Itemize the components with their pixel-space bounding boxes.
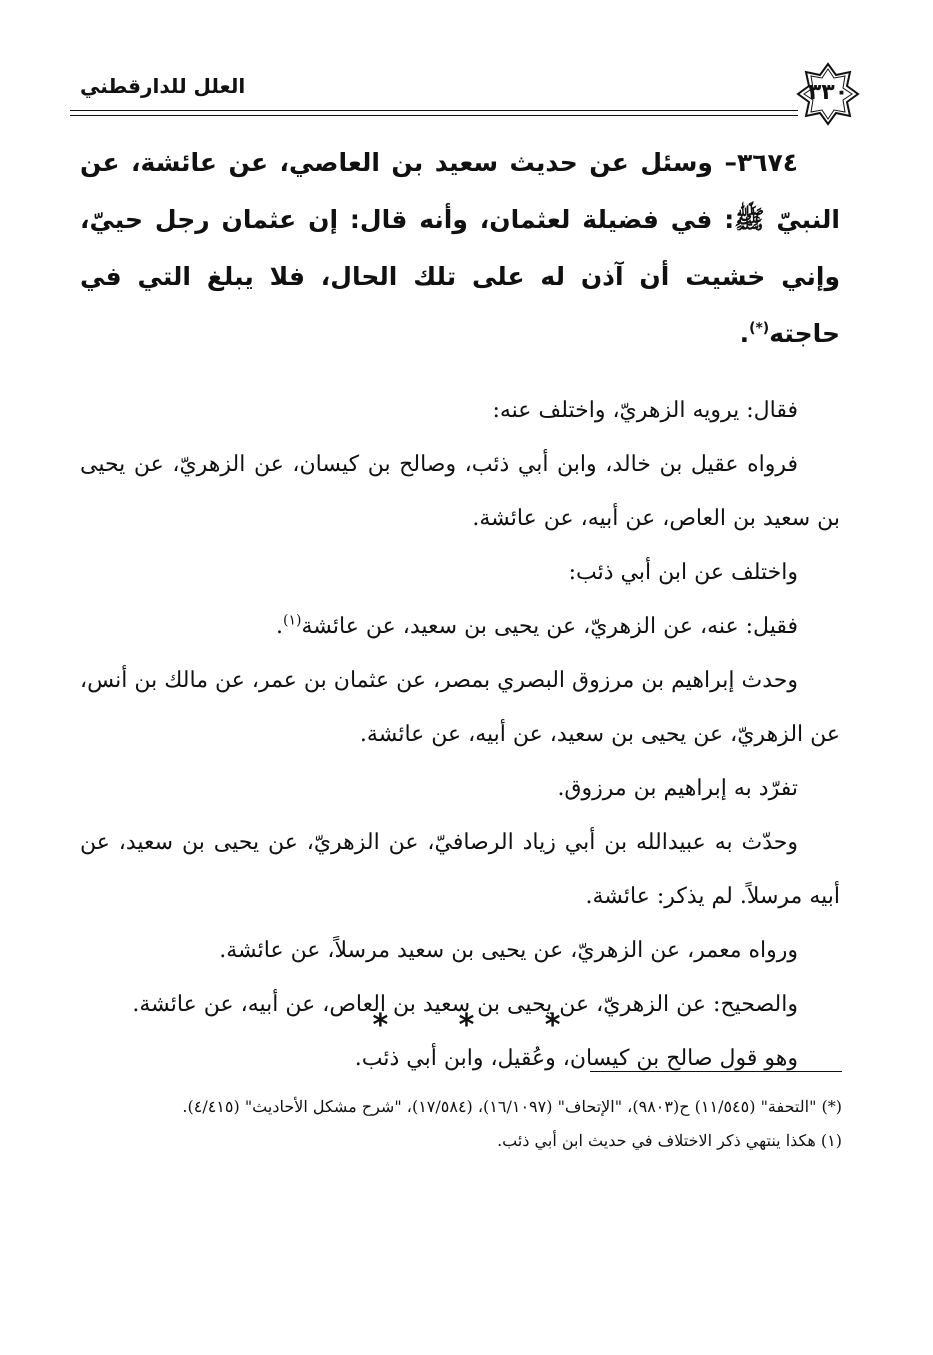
footnote: (١) هكذا ينتهي ذكر الاختلاف في حديث ابن أبي ذئب.	[497, 1131, 842, 1150]
paragraph-end: .	[276, 614, 284, 639]
paragraph: ورواه معمر، عن الزهريّ، عن يحيى بن سعيد مرسلاً، عن عائشة.	[219, 938, 798, 963]
question-text: وسئل عن حديث سعيد بن العاصي، عن عائشة، عن النبيّ ﷺ: في فضيلة لعثمان، وأنه قال: إن عثمان رجل حييّ، وإني خشيت أن آذن له على تلك الحال، فلا يبلغ التي في حاجته	[80, 148, 840, 348]
question-end: .	[739, 319, 750, 348]
star-icon: *	[458, 1008, 475, 1043]
page-number-ornament	[796, 62, 860, 126]
paragraph: فقال: يرويه الزهريّ، واختلف عنه:	[492, 398, 798, 423]
paragraph-text: فقيل: عنه، عن الزهريّ، عن يحيى بن سعيد، عن عائشة	[301, 614, 798, 639]
footnotes	[80, 1090, 842, 1158]
question-entry	[80, 134, 840, 362]
paragraph: وحدث إبراهيم بن مرزوق البصري بمصر، عن عثمان بن عمر، عن مالك بن أنس، عن الزهريّ، عن يحيى بن سعيد، عن أبيه، عن عائشة.	[80, 668, 840, 747]
page-header	[70, 62, 860, 122]
paragraph	[80, 600, 840, 654]
paragraph: تفرّد به إبراهيم بن مرزوق.	[557, 776, 798, 801]
paragraph: واختلف عن ابن أبي ذئب:	[568, 560, 798, 585]
footnote: (*) "التحفة" (١١/٥٤٥) ح(٩٨٠٣)، "الإتحاف" (١٦/١٠٩٧)، (١٧/٥٨٤)، "شرح مشكل الأحاديث" (٤/٤١٥).	[182, 1097, 842, 1116]
page-number: ٣٣٠	[807, 80, 849, 105]
header-rule-double	[70, 115, 798, 116]
paragraph: وحدّث به عبيدالله بن أبي زياد الرصافيّ، عن الزهريّ، عن يحيى بن سعيد، عن أبيه مرسلاً. لم يذكر: عائشة.	[80, 830, 840, 909]
paragraph: والصحيح: عن الزهريّ، عن يحيى بن سعيد بن العاص، عن أبيه، عن عائشة.	[132, 992, 798, 1017]
main-text	[80, 134, 840, 1086]
footnote-rule	[590, 1071, 842, 1072]
paragraph: وهو قول صالح بن كيسان، وعُقيل، وابن أبي ذئب.	[354, 1046, 798, 1071]
footnote-marker: (١)	[283, 612, 302, 629]
star-icon: *	[544, 1008, 561, 1043]
book-title: العلل للدارقطني	[80, 74, 246, 98]
header-rule	[70, 110, 798, 111]
paragraph: فرواه عقيل بن خالد، وابن أبي ذئب، وصالح بن كيسان، عن الزهريّ، عن يحيى بن سعيد بن العاص، عن أبيه، عن عائشة.	[80, 452, 840, 531]
star-icon: *	[372, 1008, 389, 1043]
section-separator	[0, 1008, 933, 1043]
entry-number: ٣٦٧٤–	[724, 148, 798, 177]
footnote-marker: (*)	[749, 320, 770, 337]
